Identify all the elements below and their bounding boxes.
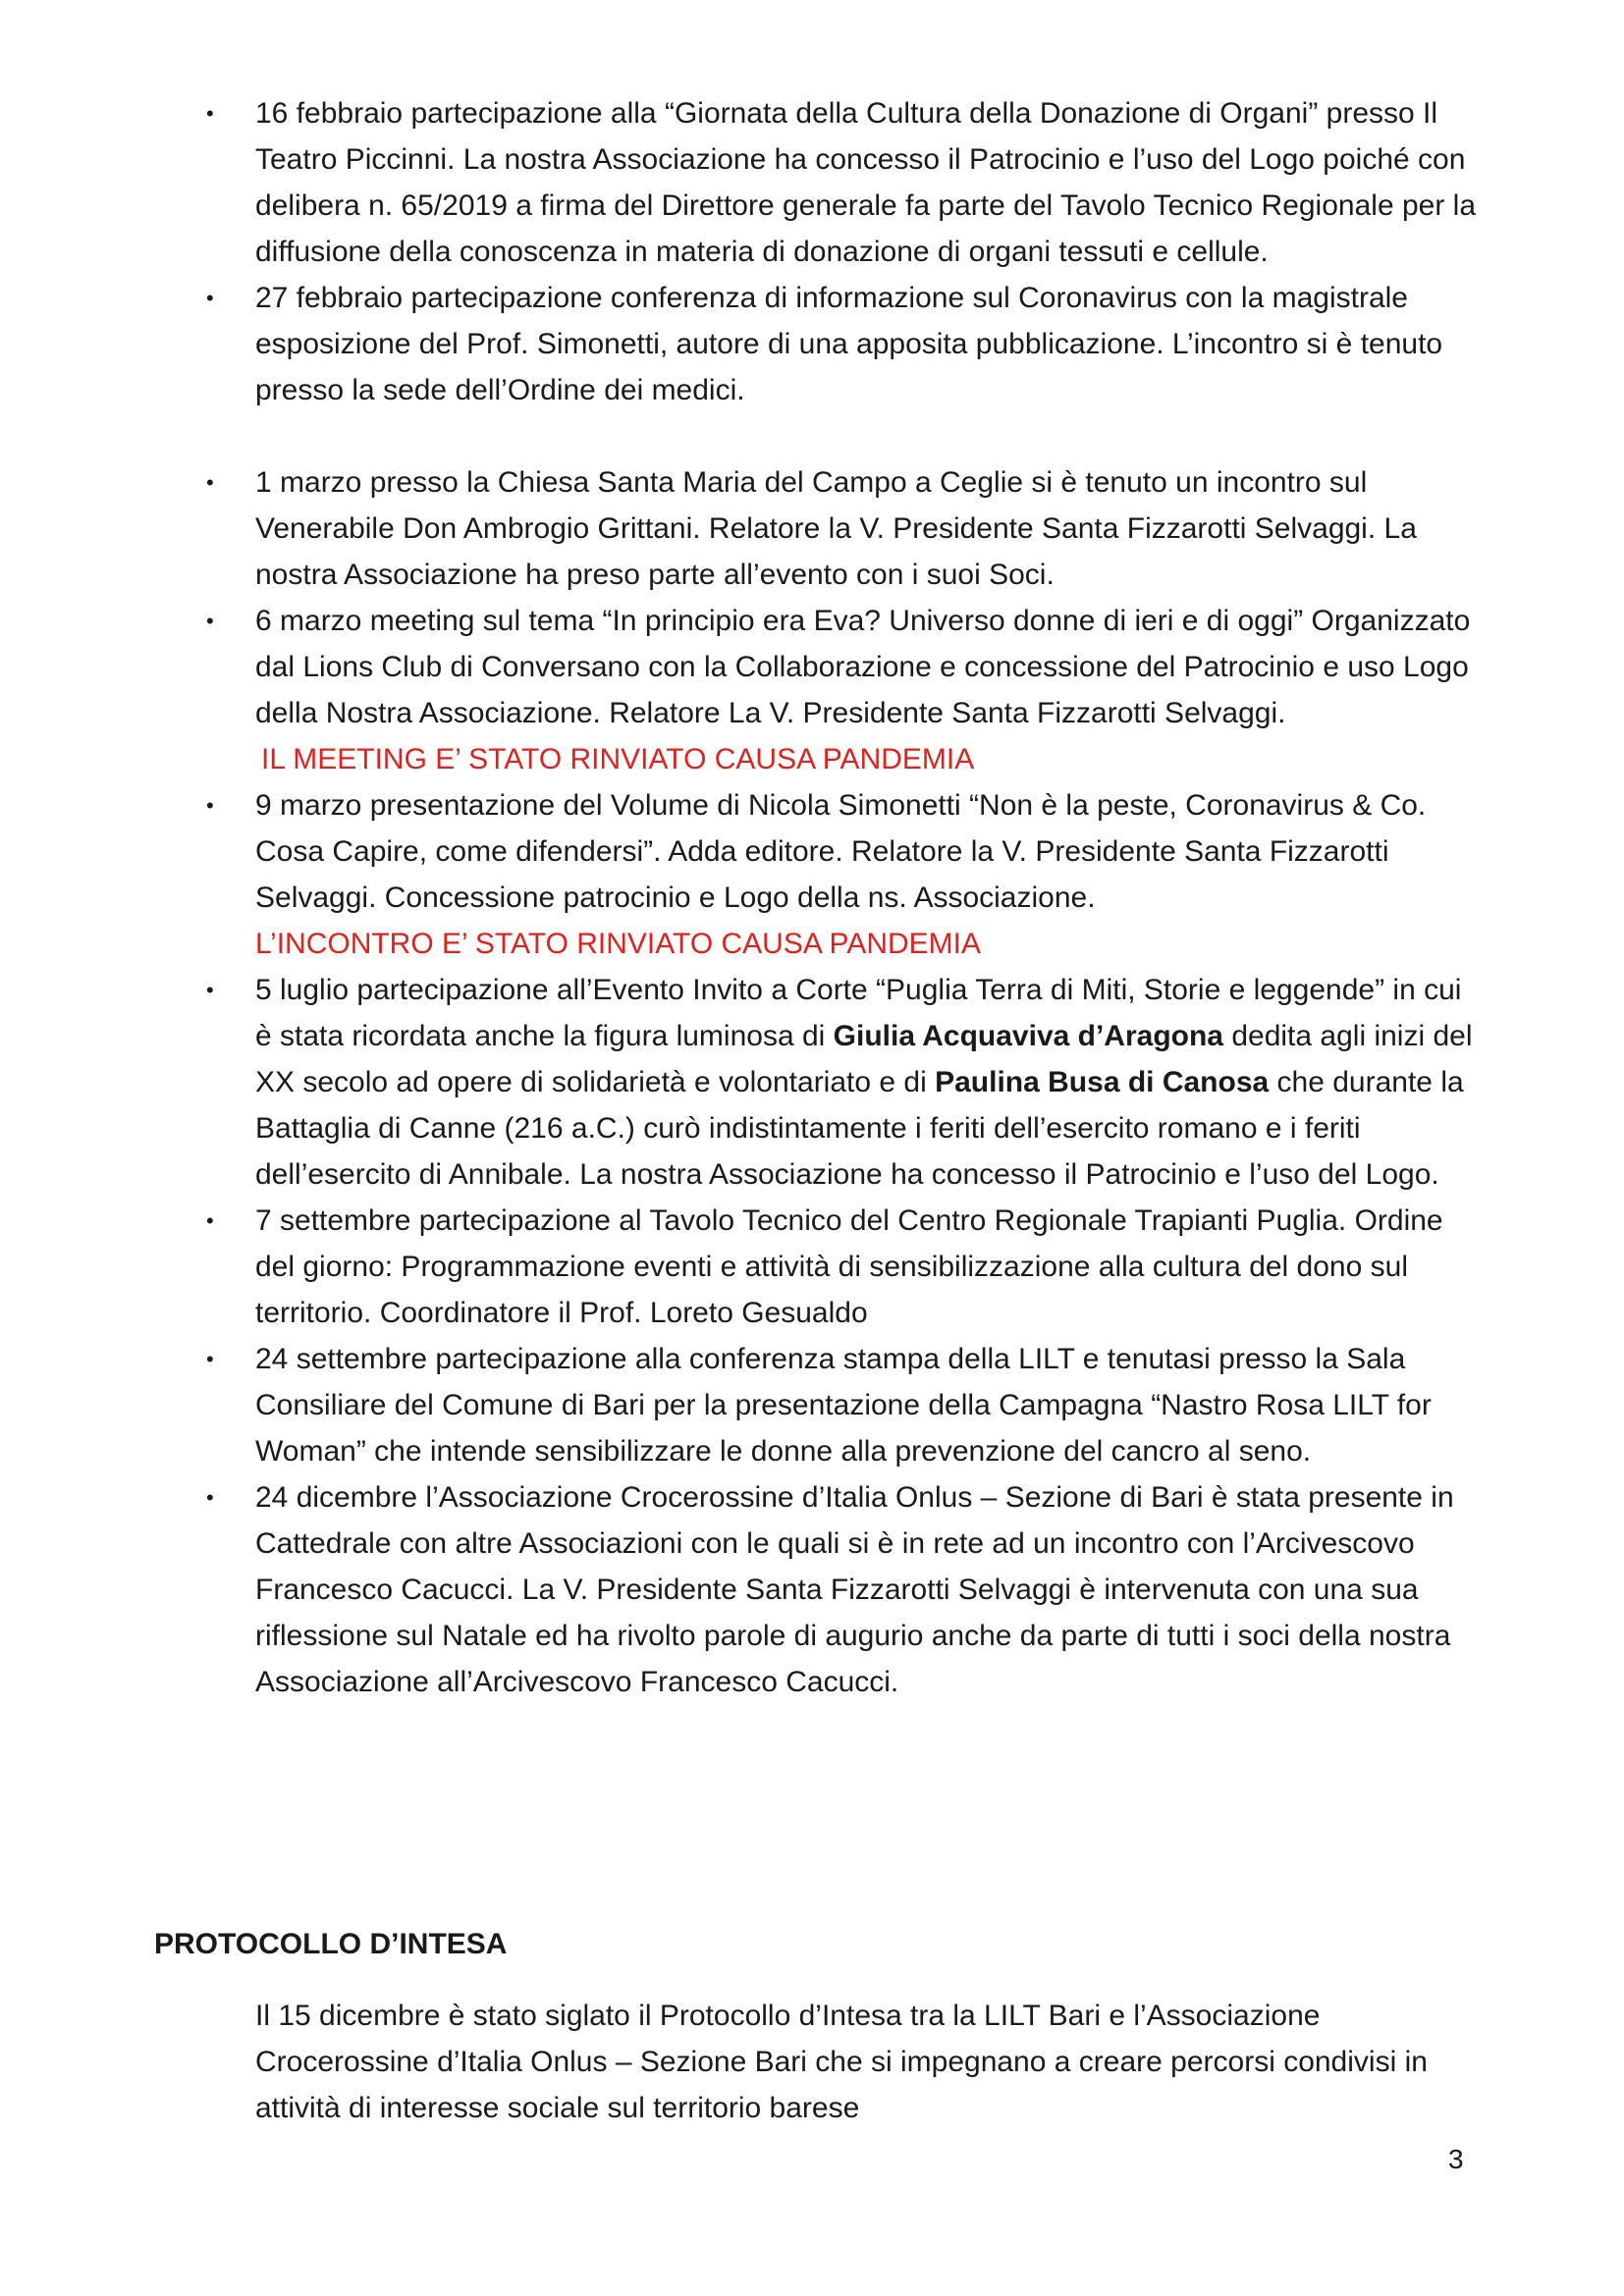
list-item <box>196 782 1483 967</box>
bullet-icon: • <box>206 978 214 1002</box>
list-item <box>196 1336 1483 1474</box>
person-name: Giulia Acquaviva d’Aragona <box>833 1020 1223 1052</box>
event-text: che durante la Battaglia di Canne (216 a.C.) curò indistintamente i feriti dell’esercito romano e i feriti dell’esercito di Annibale. La nostra Associazione ha concesso il Patrocinio e l’uso del Logo. <box>255 1066 1464 1191</box>
event-text: 7 settembre partecipazione al Tavolo Tecnico del Centro Regionale Trapianti Puglia. Ordine del giorno: Programmazione eventi e attività di sensibilizzazione alla cultura del dono sul territorio. Coordinatore il Prof. Loreto Gesualdo <box>255 1204 1443 1329</box>
event-text: 9 marzo presentazione del Volume di Nicola Simonetti “Non è la peste, Coronavirus & Co. Cosa Capire, come difendersi”. Adda editore. Relatore la V. Presidente Santa Fizzarotti Selvaggi. Concessione patrocinio e Logo della ns. Associazione. <box>255 789 1427 914</box>
bullet-icon: • <box>206 609 214 633</box>
list-item <box>196 1198 1483 1336</box>
list-item <box>196 90 1483 275</box>
list-item <box>196 598 1483 782</box>
list-item <box>196 275 1483 413</box>
bullet-icon: • <box>206 470 214 495</box>
event-text: 24 dicembre l’Associazione Crocerossine d’Italia Onlus – Sezione di Bari è stata presente in Cattedrale con altre Associazioni con le quali si è in rete ad un incontro con l’Arcivescovo Francesco Cacucci. La V. Presidente Santa Fizzarotti Selvaggi è intervenuta con una sua riflessione sul Natale ed ha rivolto parole di augurio anche da parte di tutti i soci della nostra Associazione all’Arcivescovo Francesco Cacucci. <box>255 1481 1454 1698</box>
bullet-icon: • <box>206 1208 214 1233</box>
bullet-icon: • <box>206 286 214 310</box>
event-text: dedita agli inizi del XX secolo ad opere di solidarietà e volontariato e di <box>255 1020 1473 1098</box>
bullet-icon: • <box>206 793 214 818</box>
page-number: 3 <box>1448 2144 1464 2174</box>
event-text: 16 febbraio partecipazione alla “Giornata della Cultura della Donazione di Organi” presso Il Teatro Piccinni. La nostra Associazione ha concesso il Patrocinio e l’uso del Logo poiché con delibera n. 65/2019 a firma del Direttore generale fa parte del Tavolo Tecnico Regionale per la diffusione della conoscenza in materia di donazione di organi tessuti e cellule. <box>255 97 1477 268</box>
list-item <box>196 1474 1483 1705</box>
section-heading: PROTOCOLLO D’INTESA <box>154 1928 508 1960</box>
event-text: 27 febbraio partecipazione conferenza di informazione sul Coronavirus con la magistrale esposizione del Prof. Simonetti, autore di una apposita pubblicazione. L’incontro si è tenuto presso la sede dell’Ordine dei medici. <box>255 282 1443 406</box>
section-paragraph: Il 15 dicembre è stato siglato il Protocollo d’Intesa tra la LILT Bari e l’Associazione Crocerossine d’Italia Onlus – Sezione Bari che si impegnano a creare percorsi condivisi in attività di interesse sociale sul territorio barese <box>255 2000 1428 2124</box>
person-name: Paulina Busa di Canosa <box>935 1066 1270 1098</box>
events-list <box>196 90 1483 1705</box>
postponed-notice: IL MEETING E’ STATO RINVIATO CAUSA PANDEMIA <box>261 743 975 775</box>
event-text: 1 marzo presso la Chiesa Santa Maria del Campo a Ceglie si è tenuto un incontro sul Venerabile Don Ambrogio Grittani. Relatore la V. Presidente Santa Fizzarotti Selvaggi. La nostra Associazione ha preso parte all’evento con i suoi Soci. <box>255 466 1417 591</box>
bullet-icon: • <box>206 1485 214 1510</box>
bullet-icon: • <box>206 101 214 126</box>
event-text: 5 luglio partecipazione all’Evento Invito a Corte “Puglia Terra di Miti, Storie e leggende” in cui è stata ricordata anche la figura luminosa di <box>255 974 1462 1052</box>
event-text: 24 settembre partecipazione alla conferenza stampa della LILT e tenutasi presso la Sala Consiliare del Comune di Bari per la presentazione della Campagna “Nastro Rosa LILT for Woman” che intende sensibilizzare le donne alla prevenzione del cancro al seno. <box>255 1343 1432 1468</box>
event-text: 6 marzo meeting sul tema “In principio era Eva? Universo donne di ieri e di oggi” Organizzato dal Lions Club di Conversano con la Collaborazione e concessione del Patrocinio e uso Logo della Nostra Associazione. Relatore La V. Presidente Santa Fizzarotti Selvaggi. <box>255 605 1471 729</box>
list-item <box>196 967 1483 1198</box>
list-item <box>196 459 1483 598</box>
postponed-notice: L’INCONTRO E’ STATO RINVIATO CAUSA PANDEMIA <box>255 928 982 960</box>
bullet-icon: • <box>206 1347 214 1371</box>
